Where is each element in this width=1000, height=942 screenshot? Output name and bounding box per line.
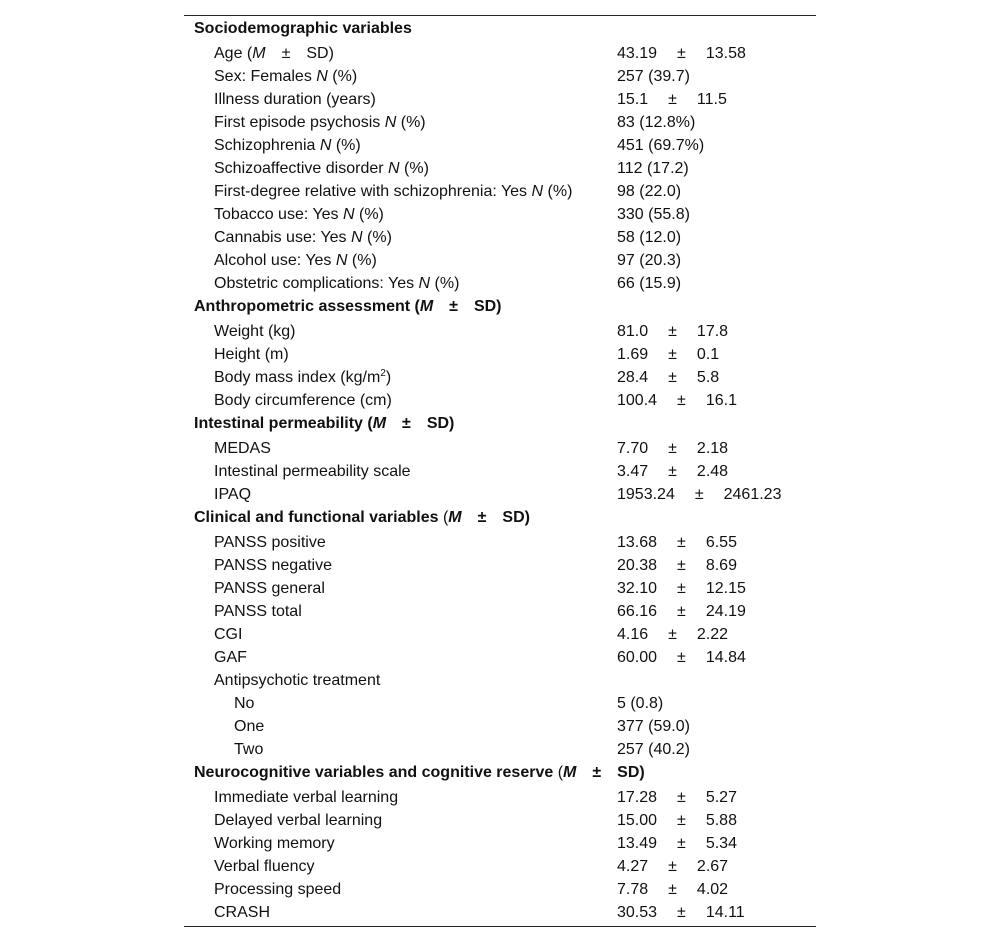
row-label-italic: N — [384, 114, 397, 131]
value-mean: 7.78 — [617, 881, 649, 898]
descriptive-statistics-table — [184, 15, 816, 927]
row-label-text: Body circumference (cm) — [214, 392, 392, 409]
value-text: 66 (15.9) — [617, 275, 682, 292]
value-plus-minus: ± — [668, 369, 677, 386]
row-label — [214, 366, 391, 389]
row-label-text: CRASH — [214, 904, 271, 921]
table-row — [184, 623, 816, 646]
row-value — [617, 554, 737, 577]
section-title-paren: ( — [557, 764, 564, 781]
row-label-text: Tobacco use: Yes — [214, 206, 343, 223]
section-header-neuro — [184, 761, 816, 784]
row-value — [617, 134, 704, 157]
row-label-text: IPAQ — [214, 486, 252, 503]
row-value — [617, 460, 728, 483]
value-mean: 1.69 — [617, 346, 649, 363]
value-plus-minus: ± — [668, 858, 677, 875]
row-label-italic: N — [531, 183, 544, 200]
table-row — [184, 389, 816, 412]
table-row — [184, 320, 816, 343]
row-value — [617, 577, 746, 600]
row-label — [214, 272, 459, 295]
value-mean: 30.53 — [617, 904, 658, 921]
value-mean: 7.70 — [617, 440, 649, 457]
row-label-suffix: (%) — [347, 252, 377, 269]
row-value — [617, 901, 745, 924]
value-sd: 4.02 — [696, 881, 729, 898]
value-mean: 4.27 — [617, 858, 649, 875]
value-plus-minus: ± — [668, 323, 677, 340]
value-text: 112 (17.2) — [617, 160, 689, 177]
row-label-suffix: (%) — [399, 160, 429, 177]
row-label-suffix: (%) — [354, 206, 384, 223]
value-sd: 14.11 — [705, 904, 745, 921]
value-plus-minus: ± — [677, 812, 686, 829]
value-plus-minus: ± — [677, 789, 686, 806]
value-mean: 81.0 — [617, 323, 649, 340]
value-text: 5 (0.8) — [617, 695, 664, 712]
row-value — [617, 157, 689, 180]
row-label — [214, 646, 247, 669]
value-mean: 13.68 — [617, 534, 658, 551]
table-row — [184, 878, 816, 901]
value-text: 98 (22.0) — [617, 183, 682, 200]
row-label-text: Alcohol use: Yes — [214, 252, 336, 269]
value-plus-minus: ± — [677, 649, 686, 666]
row-value — [617, 855, 728, 878]
row-label — [214, 460, 411, 483]
value-plus-minus: ± — [677, 580, 686, 597]
section-title-sd: SD) — [502, 509, 530, 526]
table-row — [184, 65, 816, 88]
row-value — [617, 366, 719, 389]
row-value — [617, 483, 781, 506]
row-label-suffix: SD) — [306, 45, 334, 62]
row-label-suffix: (%) — [543, 183, 573, 200]
value-text: 330 (55.8) — [617, 206, 690, 223]
row-value — [617, 437, 728, 460]
row-label-text: PANSS total — [214, 603, 302, 620]
section-title-text: Clinical and functional variables — [194, 509, 443, 526]
table-row — [184, 855, 816, 878]
row-value — [617, 111, 695, 134]
table-row — [184, 901, 816, 924]
value-text: 451 (69.7%) — [617, 137, 705, 154]
section-title — [194, 761, 645, 784]
row-label-text: PANSS positive — [214, 534, 326, 551]
row-label — [214, 669, 380, 692]
row-label-text: Verbal fluency — [214, 858, 315, 875]
value-sd: 6.55 — [705, 534, 737, 551]
row-label — [214, 389, 392, 412]
row-label — [214, 134, 361, 157]
row-label-text: Height (m) — [214, 346, 289, 363]
row-label-text: GAF — [214, 649, 247, 666]
value-plus-minus: ± — [694, 486, 704, 503]
row-value — [617, 389, 737, 412]
row-label — [214, 531, 326, 554]
section-header-clinical — [184, 506, 816, 529]
row-label-text: Processing speed — [214, 881, 342, 898]
value-sd: 13.58 — [705, 45, 746, 62]
section-title-sd: SD) — [617, 764, 645, 781]
table-row — [184, 366, 816, 389]
section-title-text: Anthropometric assessment ( — [194, 298, 420, 315]
row-label-text: Schizoaffective disorder — [214, 160, 389, 177]
value-plus-minus: ± — [668, 440, 677, 457]
section-title-mean-symbol: M — [419, 298, 434, 315]
row-label-text: MEDAS — [214, 440, 271, 457]
table-row — [184, 134, 816, 157]
value-sd: 5.8 — [696, 369, 720, 386]
row-label-text: Delayed verbal learning — [214, 812, 383, 829]
value-sd: 0.1 — [696, 346, 720, 363]
value-mean: 13.49 — [617, 835, 658, 852]
value-mean: 15.1 — [617, 91, 649, 108]
row-label-text: Obstetric complications: Yes — [214, 275, 419, 292]
row-label-suffix: (%) — [327, 68, 358, 85]
section-title-plus-minus: ± — [477, 509, 487, 526]
row-value — [617, 715, 690, 738]
row-label-text: Cannabis use: Yes — [214, 229, 351, 246]
row-value — [617, 809, 737, 832]
section-title — [194, 412, 454, 435]
row-label — [234, 715, 264, 738]
value-plus-minus: ± — [668, 626, 677, 643]
row-label-suffix: ) — [385, 369, 392, 386]
row-label — [214, 157, 429, 180]
row-label — [214, 111, 426, 134]
section-title-mean-symbol: M — [372, 415, 387, 432]
row-value — [617, 878, 728, 901]
row-label-italic: N — [316, 68, 328, 85]
row-label — [214, 786, 398, 809]
row-label — [214, 88, 376, 111]
table-row — [184, 157, 816, 180]
row-value — [617, 65, 690, 88]
value-plus-minus: ± — [668, 346, 677, 363]
value-text: 58 (12.0) — [617, 229, 682, 246]
value-sd: 24.19 — [705, 603, 746, 620]
table-row — [184, 343, 816, 366]
table-row — [184, 692, 816, 715]
table-row — [184, 111, 816, 134]
row-label — [214, 65, 357, 88]
value-sd: 12.15 — [705, 580, 746, 597]
value-mean: 28.4 — [617, 369, 649, 386]
value-sd: 8.69 — [705, 557, 737, 574]
row-value — [617, 272, 681, 295]
row-label — [214, 42, 334, 65]
table-row — [184, 715, 816, 738]
row-label — [214, 623, 242, 646]
section-title-text: Neurocognitive variables and cognitive reserve — [194, 764, 558, 781]
value-sd: 17.8 — [696, 323, 729, 340]
value-sd: 2.67 — [696, 858, 729, 875]
row-value — [617, 531, 737, 554]
value-plus-minus: ± — [677, 835, 686, 852]
value-mean: 100.4 — [617, 392, 658, 409]
row-label-text: First-degree relative with schizophrenia: Yes — [214, 183, 532, 200]
row-label — [214, 600, 302, 623]
row-label-italic: N — [342, 206, 355, 223]
section-title-plus-minus: ± — [592, 764, 602, 781]
table-row — [184, 437, 816, 460]
value-plus-minus: ± — [677, 904, 686, 921]
row-label-superscript: 2 — [380, 368, 386, 379]
value-plus-minus: ± — [677, 534, 686, 551]
table-row — [184, 226, 816, 249]
table-row — [184, 531, 816, 554]
row-label — [214, 901, 270, 924]
row-value — [617, 226, 681, 249]
table-row — [184, 483, 816, 506]
row-label-text: Sex: Females — [214, 68, 317, 85]
row-label-italic: N — [418, 275, 431, 292]
value-mean: 17.28 — [617, 789, 658, 806]
value-plus-minus: ± — [677, 392, 686, 409]
value-mean: 32.10 — [617, 580, 658, 597]
row-label-italic: N — [388, 160, 400, 177]
row-label — [214, 437, 271, 460]
row-value — [617, 786, 737, 809]
table-row — [184, 42, 816, 65]
row-value — [617, 738, 690, 761]
row-value — [617, 180, 681, 203]
table-row — [184, 786, 816, 809]
value-plus-minus: ± — [677, 45, 686, 62]
row-label-italic: N — [351, 229, 363, 246]
value-mean: 60.00 — [617, 649, 658, 666]
section-header-anthro — [184, 295, 816, 318]
value-text: 257 (39.7) — [617, 68, 690, 85]
value-text: 83 (12.8%) — [617, 114, 696, 131]
table-row — [184, 249, 816, 272]
row-label — [214, 249, 377, 272]
section-header-socio — [184, 17, 816, 40]
section-title-sd: SD) — [473, 298, 502, 315]
value-plus-minus: ± — [668, 881, 677, 898]
value-text: 377 (59.0) — [617, 718, 690, 735]
value-mean: 66.16 — [617, 603, 658, 620]
value-plus-minus: ± — [677, 557, 686, 574]
section-title-text: Sociodemographic variables — [194, 20, 412, 37]
section-title — [194, 17, 412, 40]
row-label — [214, 577, 325, 600]
row-label-text: CGI — [214, 626, 243, 643]
row-label-text: Immediate verbal learning — [214, 789, 399, 806]
row-label-text: Working memory — [214, 835, 335, 852]
value-mean: 15.00 — [617, 812, 658, 829]
row-label — [214, 832, 335, 855]
row-label-italic: N — [319, 137, 332, 154]
value-sd: 2.22 — [696, 626, 729, 643]
section-title-mean-symbol: M — [448, 509, 462, 526]
row-label — [214, 855, 315, 878]
row-label-suffix: (%) — [430, 275, 460, 292]
row-label-text: Antipsychotic treatment — [214, 672, 381, 689]
table-row — [184, 577, 816, 600]
table-row — [184, 203, 816, 226]
row-value — [617, 832, 737, 855]
table-row — [184, 272, 816, 295]
row-label — [214, 809, 382, 832]
row-label-text: Body mass index (kg/m — [214, 369, 381, 386]
table-row — [184, 180, 816, 203]
section-title-plus-minus: ± — [449, 298, 458, 315]
value-mean: 4.16 — [617, 626, 649, 643]
row-label-text: Illness duration (years) — [214, 91, 376, 108]
row-label — [214, 226, 392, 249]
row-value — [617, 88, 727, 111]
row-value — [617, 42, 746, 65]
value-sd: 16.1 — [705, 392, 737, 409]
table-row — [184, 738, 816, 761]
row-label-text: PANSS general — [214, 580, 325, 597]
row-value — [617, 343, 719, 366]
row-label — [234, 738, 263, 761]
row-label-text: Weight (kg) — [214, 323, 296, 340]
value-text: 97 (20.3) — [617, 252, 682, 269]
table-row — [184, 669, 816, 692]
row-label-text: PANSS negative — [214, 557, 332, 574]
row-label-plus-minus: ± — [281, 45, 291, 62]
value-sd: 5.88 — [705, 812, 737, 829]
row-label — [214, 483, 251, 506]
row-label — [234, 692, 254, 715]
row-label — [214, 554, 332, 577]
row-value — [617, 692, 663, 715]
row-label-suffix: (%) — [331, 137, 361, 154]
value-sd: 14.84 — [705, 649, 746, 666]
value-plus-minus: ± — [677, 603, 686, 620]
section-title-mean-symbol: M — [563, 764, 577, 781]
table-row — [184, 554, 816, 577]
row-label — [214, 343, 289, 366]
row-label-text: No — [234, 695, 255, 712]
value-sd: 2.48 — [696, 463, 729, 480]
row-label-text: Intestinal permeability scale — [214, 463, 411, 480]
row-value — [617, 600, 746, 623]
section-title-paren: ( — [442, 509, 449, 526]
row-label — [214, 180, 572, 203]
value-mean: 1953.24 — [617, 486, 675, 503]
row-label-text: Two — [234, 741, 264, 758]
row-value — [617, 249, 681, 272]
row-label-text: Age ( — [214, 45, 253, 62]
section-title-text: Intestinal permeability ( — [194, 415, 373, 432]
row-label — [214, 203, 384, 226]
value-mean: 3.47 — [617, 463, 649, 480]
value-sd: 5.34 — [705, 835, 737, 852]
value-text: 257 (40.2) — [617, 741, 690, 758]
row-label-suffix: (%) — [396, 114, 426, 131]
table-row — [184, 460, 816, 483]
section-title — [194, 506, 530, 529]
value-sd: 5.27 — [705, 789, 737, 806]
table-row — [184, 832, 816, 855]
row-value — [617, 203, 690, 226]
row-value — [617, 320, 728, 343]
value-sd: 2.18 — [696, 440, 729, 457]
value-mean: 20.38 — [617, 557, 658, 574]
row-label-italic: N — [335, 252, 348, 269]
section-title-sd: SD) — [426, 415, 455, 432]
table-row — [184, 646, 816, 669]
row-label-text: One — [234, 718, 265, 735]
table-row — [184, 809, 816, 832]
row-label-italic: M — [252, 45, 266, 62]
table-row — [184, 600, 816, 623]
value-plus-minus: ± — [668, 463, 677, 480]
row-label — [214, 320, 296, 343]
row-value — [617, 646, 746, 669]
value-sd: 2461.23 — [723, 486, 782, 503]
value-plus-minus: ± — [668, 91, 677, 108]
section-title-plus-minus: ± — [402, 415, 411, 432]
row-label-text: Schizophrenia — [214, 137, 320, 154]
row-label — [214, 878, 341, 901]
value-sd: 11.5 — [696, 91, 727, 108]
row-label-text: First episode psychosis — [214, 114, 385, 131]
value-mean: 43.19 — [617, 45, 658, 62]
table-row — [184, 88, 816, 111]
section-header-intestinal — [184, 412, 816, 435]
row-label-suffix: (%) — [362, 229, 392, 246]
section-title — [194, 295, 502, 318]
row-value — [617, 623, 728, 646]
